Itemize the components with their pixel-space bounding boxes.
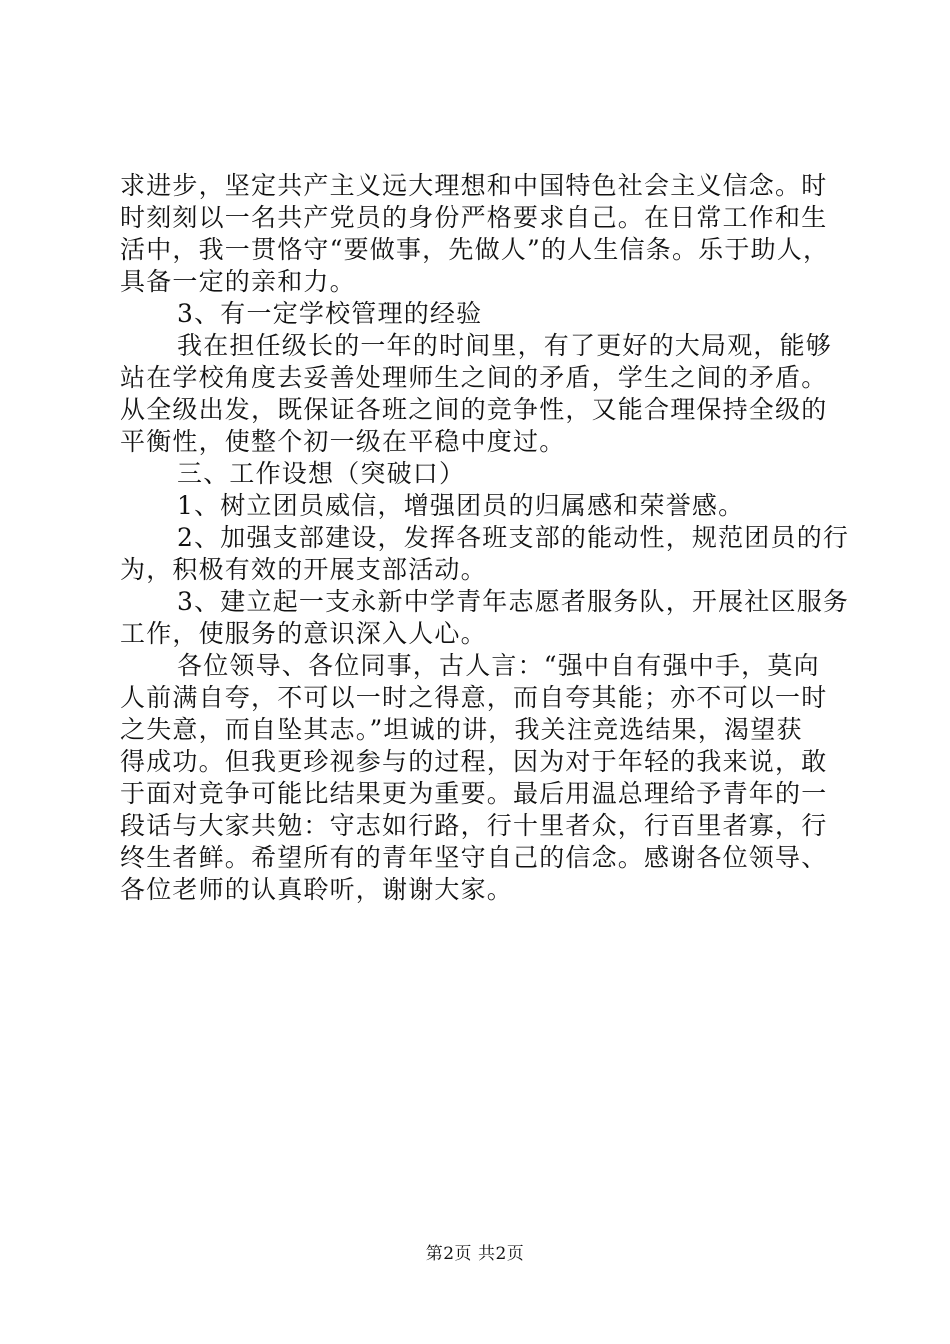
text-line: 我在担任级长的一年的时间里，有了更好的大局观，能够 [177, 331, 833, 360]
text-line: 三、工作设想（突破口） [177, 459, 466, 488]
text-line: 人前满自夸，不可以一时之得意，而自夸其能；亦不可以一时 [120, 683, 828, 712]
text-line: 从全级出发，既保证各班之间的竞争性，又能合理保持全级的 [120, 395, 828, 424]
text-line: 2、加强支部建设，发挥各班支部的能动性，规范团员的行 [177, 523, 850, 552]
body-text [120, 170, 850, 906]
text-line: 活中，我一贯恪守“要做事，先做人”的人生信条。乐于助人， [120, 235, 830, 264]
text-line: 之失意，而自坠其志。”坦诚的讲，我关注竞选结果，渴望获 [120, 715, 803, 744]
text-line: 站在学校角度去妥善处理师生之间的矛盾，学生之间的矛盾。 [120, 363, 828, 392]
text-line: 时刻刻以一名共产党员的身份严格要求自己。在日常工作和生 [120, 203, 828, 232]
text-line: 终生者鲜。希望所有的青年坚守自己的信念。感谢各位领导、 [120, 843, 828, 872]
text-line: 得成功。但我更珍视参与的过程，因为对于年轻的我来说，敢 [120, 747, 828, 776]
text-line: 各位领导、各位同事，古人言：“强中自有强中手，莫向 [177, 651, 820, 680]
text-line: 平衡性，使整个初一级在平稳中度过。 [120, 427, 566, 456]
page-footer: 第2页 共2页 [425, 1244, 525, 1264]
text-line: 段话与大家共勉：守志如行路，行十里者众，行百里者寡，行 [120, 811, 828, 840]
text-line: 求进步，坚定共产主义远大理想和中国特色社会主义信念。时 [120, 171, 828, 200]
text-line: 为，积极有效的开展支部活动。 [120, 555, 487, 584]
text-line: 各位老师的认真聆听，谢谢大家。 [120, 875, 514, 904]
text-line: 于面对竞争可能比结果更为重要。最后用温总理给予青年的一 [120, 779, 828, 808]
text-line: 3、建立起一支永新中学青年志愿者服务队，开展社区服务 [177, 587, 850, 616]
text-line: 1、树立团员威信，增强团员的归属感和荣誉感。 [177, 491, 745, 520]
text-line: 工作，使服务的意识深入人心。 [120, 619, 487, 648]
text-line: 3、有一定学校管理的经验 [177, 299, 483, 328]
text-line: 具备一定的亲和力。 [120, 267, 356, 296]
